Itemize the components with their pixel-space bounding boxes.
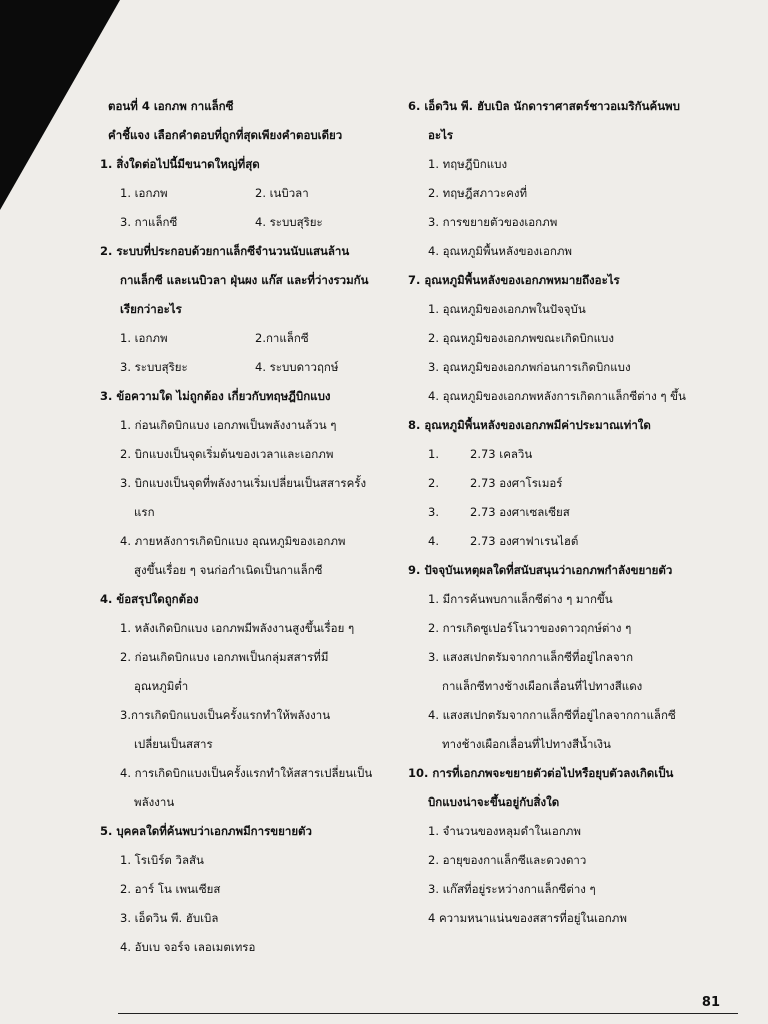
question-3: 3. ข้อความใด ไม่ถูกต้อง เกี่ยวกับทฤษฎีบิกแบง xyxy=(100,389,331,403)
q2-option-4: 4. ระบบดาวฤกษ์ xyxy=(255,360,339,374)
q3-option-4-cont: สูงขึ้นเรื่อย ๆ จนก่อกำเนิดเป็นกาแล็กซี xyxy=(134,563,323,577)
question-5: 5. บุคคลใดที่ค้นพบว่าเอกภพมีการขยายตัว xyxy=(100,824,312,838)
instruction: คำชี้แจง เลือกคำตอบที่ถูกที่สุดเพียงคำตอบเดียว xyxy=(108,128,343,142)
q4-option-3: 3.การเกิดบิกแบงเป็นครั้งแรกทำให้พลังงาน xyxy=(120,708,331,722)
q1-options-row-1 xyxy=(100,179,390,208)
question-2-line-3: เรียกว่าอะไร xyxy=(120,302,182,316)
q7-option-2: 2. อุณหภูมิของเอกภพขณะเกิดบิกแบง xyxy=(428,331,614,345)
q1-option-3: 3. กาแล็กซี xyxy=(120,215,178,229)
q8-option-2 xyxy=(408,469,728,498)
q10-option-1: 1. จำนวนของหลุมดำในเอกภพ xyxy=(428,824,581,838)
q5-option-1: 1. โรเบิร์ต วิลสัน xyxy=(120,853,204,867)
q6-option-3: 3. การขยายตัวของเอกภพ xyxy=(428,215,558,229)
q2-option-3: 3. ระบบสุริยะ xyxy=(120,360,188,374)
q4-option-4: 4. การเกิดบิกแบงเป็นครั้งแรกทำให้สสารเปลี่ยนเป็น xyxy=(120,766,373,780)
q4-option-1: 1. หลังเกิดบิกแบง เอกภพมีพลังงานสูงขึ้นเรื่อย ๆ xyxy=(120,621,355,635)
q6-option-2: 2. ทฤษฎีสภาวะคงที่ xyxy=(428,186,528,200)
q7-option-1: 1. อุณหภูมิของเอกภพในปัจจุบัน xyxy=(428,302,586,316)
left-column xyxy=(100,92,390,962)
q2-options-row-2 xyxy=(100,353,390,382)
q1-option-4: 4. ระบบสุริยะ xyxy=(255,215,323,229)
q8-option-2-number: 2. xyxy=(428,476,439,490)
q8-option-3-number: 3. xyxy=(428,505,439,519)
q3-option-1: 1. ก่อนเกิดบิกแบง เอกภพเป็นพลังงานล้วน ๆ xyxy=(120,418,337,432)
q9-option-4: 4. แสงสเปกตรัมจากกาแล็กซีที่อยู่ไกลจากกาแล็กซี xyxy=(428,708,676,722)
q2-option-1: 1. เอกภพ xyxy=(120,331,168,345)
q8-option-1-number: 1. xyxy=(428,447,439,461)
q10-option-3: 3. แก๊สที่อยู่ระหว่างกาแล็กซีต่าง ๆ xyxy=(428,882,596,896)
question-6: 6. เอ็ดวิน พี. ฮับเบิล นักดาราศาสตร์ชาวอเมริกันค้นพบ xyxy=(408,99,680,113)
q8-option-3-text: 2.73 องศาเซลเซียส xyxy=(470,505,570,519)
q10-option-2: 2. อายุของกาแล็กซีและดวงดาว xyxy=(428,853,587,867)
page-number: 81 xyxy=(701,995,720,1010)
q5-option-4: 4. อับเบ จอร์จ เลอเมตเทรอ xyxy=(120,940,256,954)
footer-rule xyxy=(118,1013,738,1014)
q8-option-4-number: 4. xyxy=(428,534,439,548)
q7-option-4: 4. อุณหภูมิของเอกภพหลังการเกิดกาแล็กซีต่าง ๆ ขึ้น xyxy=(428,389,686,403)
q8-option-1-text: 2.73 เคลวิน xyxy=(470,447,533,461)
q3-option-2: 2. บิกแบงเป็นจุดเริ่มต้นของเวลาและเอกภพ xyxy=(120,447,334,461)
q8-option-3 xyxy=(408,498,728,527)
q4-option-2: 2. ก่อนเกิดบิกแบง เอกภพเป็นกลุ่มสสารที่มี xyxy=(120,650,329,664)
q9-option-1: 1. มีการค้นพบกาแล็กซีต่าง ๆ มากขึ้น xyxy=(428,592,613,606)
question-4: 4. ข้อสรุปใดถูกต้อง xyxy=(100,592,199,606)
q8-option-4-text: 2.73 องศาฟาเรนไฮต์ xyxy=(470,534,579,548)
q2-option-2: 2.กาแล็กซี xyxy=(255,331,309,345)
q4-option-2-cont: อุณหภูมิต่ำ xyxy=(134,679,189,693)
q5-option-2: 2. อาร์ โน เพนเซียส xyxy=(120,882,221,896)
q8-option-4 xyxy=(408,527,728,556)
q1-option-1: 1. เอกภพ xyxy=(120,186,168,200)
q8-option-2-text: 2.73 องศาโรเมอร์ xyxy=(470,476,563,490)
question-10-line-2: บิกแบงน่าจะขึ้นอยู่กับสิ่งใด xyxy=(428,795,560,809)
q9-option-4-cont: ทางช้างเผือกเลื่อนที่ไปทางสีน้ำเงิน xyxy=(442,737,611,751)
q3-option-3: 3. บิกแบงเป็นจุดที่พลังงานเริ่มเปลี่ยนเป็นสสารครั้ง xyxy=(120,476,367,490)
q6-option-1: 1. ทฤษฎีบิกแบง xyxy=(428,157,508,171)
q8-option-1 xyxy=(408,440,728,469)
question-2-line-2: กาแล็กซี และเนบิวลา ฝุ่นผง แก๊ส และที่ว่างรวมกัน xyxy=(120,273,369,287)
question-6-line-2: อะไร xyxy=(428,128,454,142)
q10-option-4: 4 ความหนาแน่นของสสารที่อยู่ในเอกภพ xyxy=(428,911,627,925)
q9-option-3: 3. แสงสเปกตรัมจากกาแล็กซีที่อยู่ไกลจาก xyxy=(428,650,634,664)
question-8: 8. อุณหภูมิพื้นหลังของเอกภพมีค่าประมาณเท่าใด xyxy=(408,418,651,432)
q2-options-row-1 xyxy=(100,324,390,353)
q4-option-4-cont: พลังงาน xyxy=(134,795,175,809)
question-10: 10. การที่เอกภพจะขยายตัวต่อไปหรือยุบตัวลงเกิดเป็น xyxy=(408,766,674,780)
q7-option-3: 3. อุณหภูมิของเอกภพก่อนการเกิดบิกแบง xyxy=(428,360,631,374)
q9-option-2: 2. การเกิดซูเปอร์โนวาของดาวฤกษ์ต่าง ๆ xyxy=(428,621,632,635)
q5-option-3: 3. เอ็ดวิน พี. ฮับเบิล xyxy=(120,911,219,925)
q3-option-4: 4. ภายหลังการเกิดบิกแบง อุณหภูมิของเอกภพ xyxy=(120,534,346,548)
question-2: 2. ระบบที่ประกอบด้วยกาแล็กซีจำนวนนับแสนล้าน xyxy=(100,244,350,258)
question-7: 7. อุณหภูมิพื้นหลังของเอกภพหมายถึงอะไร xyxy=(408,273,620,287)
q4-option-3-cont: เปลี่ยนเป็นสสาร xyxy=(134,737,213,751)
q1-option-2: 2. เนบิวลา xyxy=(255,186,309,200)
q9-option-3-cont: กาแล็กซีทางช้างเผือกเลื่อนที่ไปทางสีแดง xyxy=(442,679,643,693)
question-1: 1. สิ่งใดต่อไปนี้มีขนาดใหญ่ที่สุด xyxy=(100,157,260,171)
q3-option-3-cont: แรก xyxy=(134,505,155,519)
q1-options-row-2 xyxy=(100,208,390,237)
question-9: 9. ปัจจุบันเหตุผลใดที่สนับสนุนว่าเอกภพกำลังขยายตัว xyxy=(408,563,673,577)
q6-option-4: 4. อุณหภูมิพื้นหลังของเอกภพ xyxy=(428,244,572,258)
part-title: ตอนที่ 4 เอกภพ กาแล็กซี xyxy=(108,99,234,113)
right-column xyxy=(408,92,728,933)
